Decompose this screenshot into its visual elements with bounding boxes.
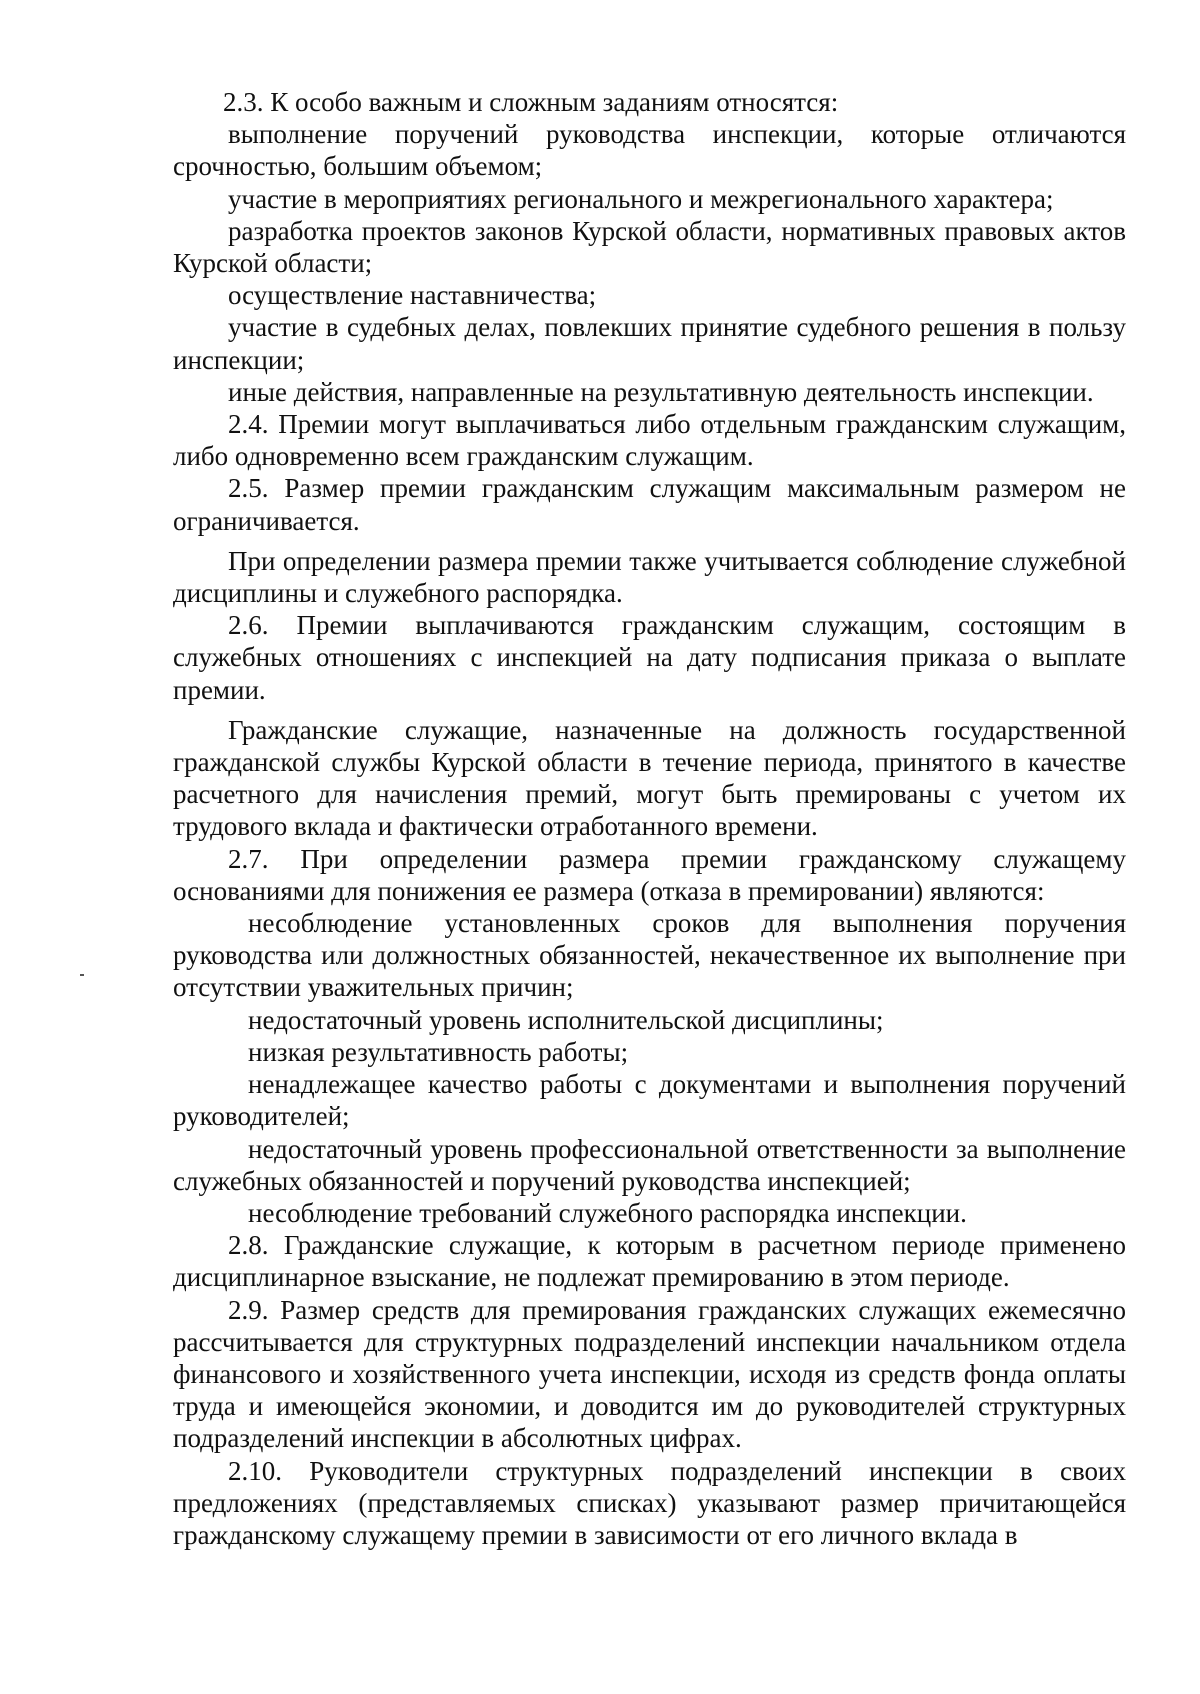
paragraph-2-4: 2.4. Премии могут выплачиваться либо отдельным гражданским служащим, либо одновременно всем гражданским служащим. (173, 409, 1126, 472)
list-item-other-actions: иные действия, направленные на результативную деятельность инспекции. (228, 376, 1094, 407)
paragraph-2-5-discipline: При определении размера премии также учитывается соблюдение служебной дисциплины и служебного распорядка. (173, 545, 1126, 609)
paragraph-2-7: 2.7. При определении размера премии гражданскому служащему основаниями для понижения ее размера (отказа в премировании) являются: (173, 843, 1126, 906)
document-body (173, 86, 1126, 1551)
paragraph-2-8: 2.8. Гражданские служащие, к которым в расчетном периоде применено дисциплинарное взыскание, не подлежат премированию в этом периоде. (173, 1230, 1126, 1293)
list-item-responsibility: недостаточный уровень профессиональной ответственности за выполнение служебных обязанностей и поручений руководства инспекцией; (173, 1133, 1126, 1196)
list-item-court-cases: участие в судебных делах, повлекших принятие судебного решения в пользу инспекции; (173, 312, 1126, 375)
list-item-orders: выполнение поручений руководства инспекции, которые отличаются срочностью, большим объемом; (173, 119, 1126, 182)
scan-speck (80, 974, 84, 976)
list-item-mentoring: осуществление наставничества; (228, 280, 597, 311)
list-item-document-quality: ненадлежащее качество работы с документами и выполнения поручений руководителей; (173, 1069, 1126, 1132)
paragraph-2-6: 2.6. Премии выплачиваются гражданским служащим, состоящим в служебных отношениях с инспекцией на дату подписания приказа о выплате премии. (173, 610, 1126, 705)
list-item-deadlines: несоблюдение установленных сроков для выполнения поручения руководства или должностных обязанностей, некачественное их выполнение при отсутствии уважительных причин; (173, 908, 1126, 1003)
paragraph-2-3: 2.3. К особо важным и сложным заданиям относятся: (223, 87, 839, 117)
paragraph-2-5: 2.5. Размер премии гражданским служащим максимальным размером не ограничивается. (173, 473, 1126, 536)
paragraph-2-9: 2.9. Размер средств для премирования гражданских служащих ежемесячно рассчитывается для структурных подразделений инспекции начальником отдела финансового и хозяйственного учета инспекции, исходя из средств фонда оплаты труда и имеющейся экономии, и доводится им до руководителей структурных подразделений инспекции в абсолютных цифрах. (173, 1294, 1126, 1454)
list-item-events: участие в мероприятиях регионального и межрегионального характера; (228, 183, 1054, 214)
paragraph-2-6-newly-appointed: Гражданские служащие, назначенные на должность государственной гражданской службы Курской области в течение периода, принятого в качестве расчетного для начисления премий, могут быть премированы с учетом их трудового вклада и фактически отработанного времени. (173, 714, 1126, 842)
list-item-law-drafts: разработка проектов законов Курской области, нормативных правовых актов Курской области; (173, 215, 1126, 279)
list-item-routine: несоблюдение требований служебного распорядка инспекции. (248, 1197, 967, 1228)
paragraph-2-10: 2.10. Руководители структурных подразделений инспекции в своих предложениях (представляемых списках) указывают размер причитающейся гражданскому служащему премии в зависимости от его личного вклада в (173, 1455, 1126, 1550)
list-item-discipline-level: недостаточный уровень исполнительской дисциплины; (248, 1004, 884, 1035)
list-item-low-performance: низкая результативность работы; (248, 1036, 629, 1067)
